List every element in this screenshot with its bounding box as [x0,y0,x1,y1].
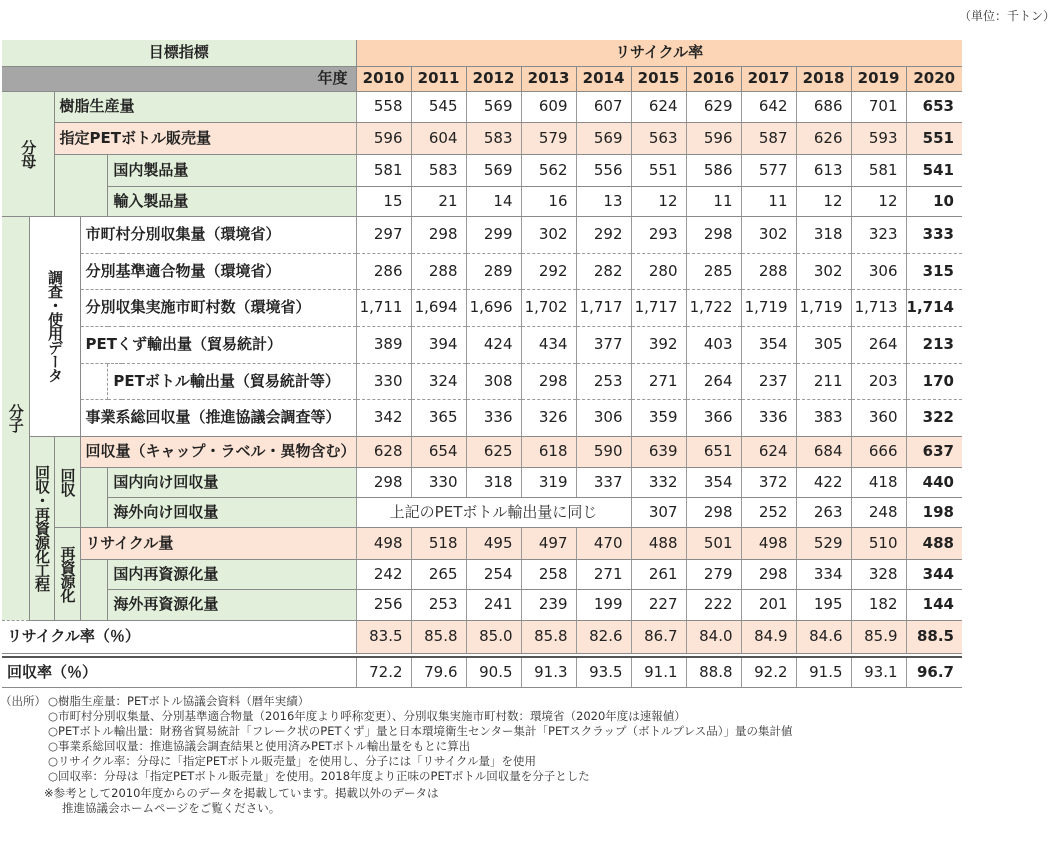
value-cell: 1,722 [686,289,741,326]
value-cell: 211 [796,363,851,399]
value-cell: 1,696 [466,289,521,326]
value-cell: 302 [796,253,851,289]
year-header-cell: 2019 [851,66,906,91]
value-cell: 306 [851,253,906,289]
row-label: 回収率（％） [2,657,356,687]
value-cell: 323 [851,216,906,253]
value-cell: 495 [466,527,521,559]
value-cell: 258 [521,559,576,589]
note-line: ○PETボトル輸出量：財務省貿易統計「フレーク状のPETくず」量と日本環境衛生センター集計「PETスクラップ（ボトルプレス品）」量の集計値 [48,724,793,738]
value-cell: 91.3 [521,657,576,687]
value-cell: 92.2 [741,657,796,687]
value-cell: 359 [631,399,686,436]
value-cell: 198 [906,497,962,527]
year-header-cell: 2015 [631,66,686,91]
value-cell: 305 [796,326,851,363]
value-cell: 282 [576,253,631,289]
value-cell: 279 [686,559,741,589]
group-process: 回収・再資源化工程 [29,436,54,620]
value-cell: 330 [356,363,411,399]
value-cell: 12 [796,186,851,216]
value-cell: 298 [411,216,466,253]
group-recycle: 再資源化 [54,527,80,620]
value-cell: 170 [906,363,962,399]
merged-note-cell: 上記のPETボトル輸出量に同じ [356,497,631,527]
row-label: 事業系総回収量（推進協議会調査等） [80,399,356,436]
value-cell: 624 [631,91,686,122]
value-cell: 558 [356,91,411,122]
note-line: ○リサイクル率：分母に「指定PETボトル販売量」を使用し、分子には「リサイクル量」を使用 [48,754,537,768]
value-cell: 586 [686,154,741,186]
value-cell: 85.0 [466,620,521,653]
value-cell: 93.1 [851,657,906,687]
value-cell: 583 [411,154,466,186]
value-cell: 298 [741,559,796,589]
value-cell: 298 [521,363,576,399]
value-cell: 302 [521,216,576,253]
indent-cell [80,559,108,620]
row-ovs-recycled [2,589,962,620]
value-cell: 333 [906,216,962,253]
row-label: 分別基準適合物量（環境省） [80,253,356,289]
value-cell: 14 [466,186,521,216]
value-cell: 254 [466,559,521,589]
row-label: 国内製品量 [108,154,356,186]
value-cell: 280 [631,253,686,289]
value-cell: 551 [631,154,686,186]
value-cell: 344 [906,559,962,589]
notes-block [0,694,1060,816]
value-cell: 298 [356,467,411,497]
row-label: 海外再資源化量 [108,589,356,620]
row-label: 市町村分別収集量（環境省） [80,216,356,253]
value-cell: 83.5 [356,620,411,653]
value-cell: 318 [466,467,521,497]
value-cell: 701 [851,91,906,122]
value-cell: 488 [631,527,686,559]
value-cell: 626 [796,122,851,154]
value-cell: 403 [686,326,741,363]
value-cell: 383 [796,399,851,436]
unit-label: （単位：千トン） [958,9,1055,23]
row-recycled [2,527,962,559]
year-header-cell: 2017 [741,66,796,91]
row-resin [2,91,962,122]
value-cell: 607 [576,91,631,122]
value-cell: 422 [796,467,851,497]
value-cell: 470 [576,527,631,559]
value-cell: 328 [851,559,906,589]
value-cell: 292 [521,253,576,289]
row-conforming [2,253,962,289]
group-collect: 回収 [54,436,80,527]
value-cell: 297 [356,216,411,253]
value-cell: 569 [576,122,631,154]
value-cell: 562 [521,154,576,186]
note-line: ○回収率：分母は「指定PETボトル販売量」を使用。2018年度より正味のPETボトル回収量を分子とした [48,769,590,783]
value-cell: 418 [851,467,906,497]
value-cell: 529 [796,527,851,559]
value-cell: 389 [356,326,411,363]
value-cell: 298 [686,216,741,253]
value-cell: 326 [521,399,576,436]
value-cell: 501 [686,527,741,559]
value-cell: 91.5 [796,657,851,687]
value-cell: 72.2 [356,657,411,687]
value-cell: 195 [796,589,851,620]
value-cell: 286 [356,253,411,289]
row-collected [2,436,962,467]
value-cell: 88.8 [686,657,741,687]
row-label: PETくず輸出量（貿易統計） [80,326,356,363]
value-cell: 569 [466,91,521,122]
value-cell: 1,713 [851,289,906,326]
value-cell: 354 [686,467,741,497]
value-cell: 581 [356,154,411,186]
value-cell: 581 [851,154,906,186]
value-cell: 265 [411,559,466,589]
row-collect-rate [2,657,962,687]
value-cell: 625 [466,436,521,467]
value-cell: 86.7 [631,620,686,653]
value-cell: 84.0 [686,620,741,653]
value-cell: 299 [466,216,521,253]
row-label: 国内向け回収量 [108,467,356,497]
value-cell: 324 [411,363,466,399]
value-cell: 285 [686,253,741,289]
value-cell: 579 [521,122,576,154]
value-cell: 88.5 [906,620,962,653]
value-cell: 1,719 [741,289,796,326]
value-cell: 144 [906,589,962,620]
value-cell: 587 [741,122,796,154]
value-cell: 336 [466,399,521,436]
value-cell: 307 [631,497,686,527]
value-cell: 21 [411,186,466,216]
value-cell: 84.6 [796,620,851,653]
row-label: 海外向け回収量 [108,497,356,527]
value-cell: 213 [906,326,962,363]
value-cell: 82.6 [576,620,631,653]
value-cell: 609 [521,91,576,122]
row-label: リサイクル量 [80,527,356,559]
value-cell: 498 [741,527,796,559]
value-cell: 308 [466,363,521,399]
value-cell: 488 [906,527,962,559]
value-cell: 545 [411,91,466,122]
value-cell: 237 [741,363,796,399]
value-cell: 1,694 [411,289,466,326]
value-cell: 263 [796,497,851,527]
value-cell: 12 [631,186,686,216]
row-waste-export [2,326,962,363]
row-label: 国内再資源化量 [108,559,356,589]
value-cell: 201 [741,589,796,620]
row-recycle-rate [2,620,962,653]
value-cell: 182 [851,589,906,620]
value-cell: 248 [851,497,906,527]
value-cell: 336 [741,399,796,436]
row-label: 回収量（キャップ・ラベル・異物含む） [80,436,356,467]
value-cell: 628 [356,436,411,467]
rate-header: リサイクル率 [356,40,962,66]
value-cell: 642 [741,91,796,122]
value-cell: 569 [466,154,521,186]
row-muni-collect [2,216,962,253]
value-cell: 261 [631,559,686,589]
value-cell: 227 [631,589,686,620]
value-cell: 288 [411,253,466,289]
value-cell: 551 [906,122,962,154]
year-header-cell: 2014 [576,66,631,91]
year-row [2,66,962,91]
row-label: 指定PETボトル販売量 [54,122,356,154]
value-cell: 13 [576,186,631,216]
value-cell: 79.6 [411,657,466,687]
header-row [2,40,962,66]
value-cell: 392 [631,326,686,363]
value-cell: 271 [631,363,686,399]
value-cell: 654 [411,436,466,467]
value-cell: 613 [796,154,851,186]
ref-note-1: ※参考として2010年度からのデータを掲載しています。掲載以外のデータは [44,786,439,800]
value-cell: 318 [796,216,851,253]
value-cell: 497 [521,527,576,559]
value-cell: 330 [411,467,466,497]
value-cell: 85.9 [851,620,906,653]
value-cell: 604 [411,122,466,154]
row-label: PETボトル輸出量（貿易統計等） [108,363,356,399]
year-header-cell: 2020 [906,66,962,91]
value-cell: 253 [411,589,466,620]
value-cell: 16 [521,186,576,216]
value-cell: 360 [851,399,906,436]
indent-cell [80,467,108,527]
value-cell: 372 [741,467,796,497]
value-cell: 337 [576,467,631,497]
value-cell: 366 [686,399,741,436]
value-cell: 15 [356,186,411,216]
value-cell: 332 [631,467,686,497]
source-label: （出所） [0,694,46,708]
group-denominator: 分母 [2,91,54,216]
recycling-data-table [2,40,962,688]
value-cell: 222 [686,589,741,620]
value-cell: 10 [906,186,962,216]
value-cell: 298 [686,497,741,527]
value-cell: 315 [906,253,962,289]
value-cell: 85.8 [521,620,576,653]
row-label: 樹脂生産量 [54,91,356,122]
year-header-cell: 2013 [521,66,576,91]
value-cell: 510 [851,527,906,559]
value-cell: 1,717 [576,289,631,326]
value-cell: 203 [851,363,906,399]
row-muni-count [2,289,962,326]
value-cell: 556 [576,154,631,186]
value-cell: 242 [356,559,411,589]
value-cell: 264 [851,326,906,363]
value-cell: 377 [576,326,631,363]
value-cell: 93.5 [576,657,631,687]
value-cell: 11 [686,186,741,216]
value-cell: 365 [411,399,466,436]
row-domestic [2,154,962,186]
indent-cell [80,363,108,399]
value-cell: 96.7 [906,657,962,687]
value-cell: 629 [686,91,741,122]
value-cell: 666 [851,436,906,467]
value-cell: 319 [521,467,576,497]
value-cell: 637 [906,436,962,467]
value-cell: 91.1 [631,657,686,687]
group-numerator: 分子 [2,216,29,620]
value-cell: 577 [741,154,796,186]
row-label: 輸入製品量 [108,186,356,216]
row-dom-collected [2,467,962,497]
value-cell: 322 [906,399,962,436]
note-line: ○事業系総回収量：推進協議会調査結果と使用済みPETボトル輸出量をもとに算出 [48,739,471,753]
ref-note-2: 推進協議会ホームページをご覧ください。 [62,801,281,815]
year-header-cell: 2011 [411,66,466,91]
year-header-cell: 2016 [686,66,741,91]
value-cell: 434 [521,326,576,363]
value-cell: 394 [411,326,466,363]
value-cell: 12 [851,186,906,216]
indent-cell [54,154,108,216]
value-cell: 624 [741,436,796,467]
value-cell: 85.8 [411,620,466,653]
value-cell: 302 [741,216,796,253]
row-imported [2,186,962,216]
value-cell: 271 [576,559,631,589]
note-line: ○市町村分別収集量、分別基準適合物量（2016年度より呼称変更）、分別収集実施市町村数：環境省（2020年度は速報値） [48,709,686,723]
value-cell: 653 [906,91,962,122]
year-header-cell: 2018 [796,66,851,91]
value-cell: 334 [796,559,851,589]
value-cell: 596 [356,122,411,154]
value-cell: 289 [466,253,521,289]
row-bottle-export [2,363,962,399]
row-label: 分別収集実施市町村数（環境省） [80,289,356,326]
value-cell: 306 [576,399,631,436]
value-cell: 264 [686,363,741,399]
value-cell: 84.9 [741,620,796,653]
value-cell: 1,719 [796,289,851,326]
indicator-header: 目標指標 [2,40,356,66]
row-sales [2,122,962,154]
value-cell: 498 [356,527,411,559]
value-cell: 424 [466,326,521,363]
value-cell: 593 [851,122,906,154]
value-cell: 11 [741,186,796,216]
value-cell: 256 [356,589,411,620]
row-business [2,399,962,436]
value-cell: 618 [521,436,576,467]
value-cell: 239 [521,589,576,620]
value-cell: 199 [576,589,631,620]
value-cell: 541 [906,154,962,186]
value-cell: 1,711 [356,289,411,326]
value-cell: 288 [741,253,796,289]
value-cell: 241 [466,589,521,620]
value-cell: 1,717 [631,289,686,326]
value-cell: 90.5 [466,657,521,687]
row-dom-recycled [2,559,962,589]
year-header-cell: 2010 [356,66,411,91]
row-label: リサイクル率（％） [2,620,356,653]
value-cell: 252 [741,497,796,527]
group-survey: 調査・使用データ [29,216,80,436]
value-cell: 342 [356,399,411,436]
value-cell: 590 [576,436,631,467]
note-line: ○樹脂生産量：PETボトル協議会資料（暦年実績） [48,694,310,708]
value-cell: 440 [906,467,962,497]
value-cell: 354 [741,326,796,363]
value-cell: 253 [576,363,631,399]
row-ovs-collected [2,497,962,527]
year-label: 年度 [2,66,356,91]
value-cell: 292 [576,216,631,253]
value-cell: 563 [631,122,686,154]
value-cell: 293 [631,216,686,253]
value-cell: 1,714 [906,289,962,326]
value-cell: 651 [686,436,741,467]
value-cell: 596 [686,122,741,154]
value-cell: 1,702 [521,289,576,326]
value-cell: 684 [796,436,851,467]
value-cell: 583 [466,122,521,154]
value-cell: 639 [631,436,686,467]
year-header-cell: 2012 [466,66,521,91]
value-cell: 686 [796,91,851,122]
value-cell: 518 [411,527,466,559]
